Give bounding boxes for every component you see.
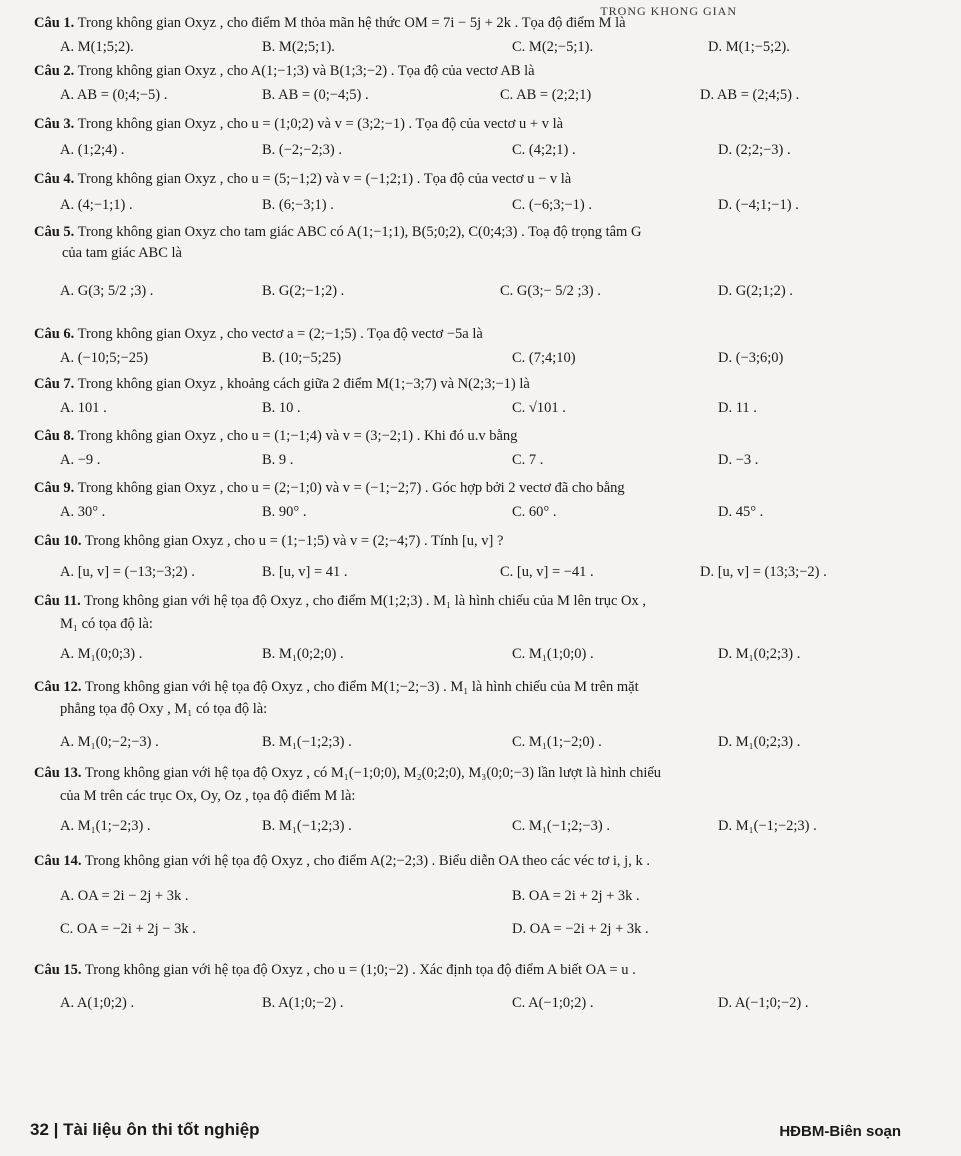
option-c: C. 60° .: [512, 504, 557, 520]
option-a: A. 30° .: [60, 504, 106, 520]
question-number: Câu 11.: [34, 593, 81, 609]
question-number: Câu 14.: [34, 853, 82, 869]
option-d: D. (−3;6;0): [718, 350, 784, 366]
question-number: Câu 8.: [34, 428, 75, 444]
page-footer-author: HĐBM-Biên soạn: [779, 1123, 901, 1140]
question-text: Trong không gian với hệ tọa độ Oxyz , cho điểm A(2;−2;3) . Biểu diễn OA theo các véc tơ i, j, k .: [84, 853, 650, 869]
option-d: D. OA = −2i + 2j + 3k .: [512, 921, 649, 937]
question-12: [34, 678, 639, 696]
option-b: B. 9 .: [262, 452, 294, 468]
question-text-line2: của tam giác ABC là: [62, 245, 182, 261]
option-a: A. 101 .: [60, 400, 107, 416]
question-text: Trong không gian với hệ tọa độ Oxyz , cho u = (1;0;−2) . Xác định tọa độ điểm A biết OA = u .: [84, 962, 636, 978]
option-b: B. M(2;5;1).: [262, 39, 335, 55]
option-d: D. 11 .: [718, 400, 757, 416]
question-6: [34, 325, 483, 343]
question-text: Trong không gian Oxyz , cho u = (1;−1;5) và v = (2;−4;7) . Tính [u, v] ?: [84, 533, 504, 549]
question-13: [34, 764, 661, 782]
option-a: A. M(1;5;2).: [60, 39, 134, 55]
option-d: D. A(−1;0;−2) .: [718, 995, 809, 1011]
option-a: A. (4;−1;1) .: [60, 197, 133, 213]
option-c: C. OA = −2i + 2j − 3k .: [60, 921, 196, 937]
question-text: Trong không gian Oxyz cho tam giác ABC có A(1;−1;1), B(5;0;2), C(0;4;3) . Toạ độ trọng tâm G: [77, 224, 642, 240]
question-7: [34, 375, 530, 393]
question-text: Trong không gian Oxyz , cho u = (5;−1;2) và v = (−1;2;1) . Tọa độ của vectơ u − v là: [77, 171, 572, 187]
question-text-line2: M₁ có tọa độ là:: [60, 616, 153, 632]
option-a: A. M₁(1;−2;3) .: [60, 818, 151, 834]
question-text: Trong không gian Oxyz , cho u = (1;0;2) và v = (3;2;−1) . Tọa độ của vectơ u + v là: [77, 116, 564, 132]
option-a: A. OA = 2i − 2j + 3k .: [60, 888, 189, 904]
question-number: Câu 7.: [34, 376, 75, 392]
option-b: B. M₁(0;2;0) .: [262, 646, 344, 662]
option-b: B. M₁(−1;2;3) .: [262, 818, 352, 834]
question-number: Câu 15.: [34, 962, 82, 978]
page-footer-title: 32 | Tài liệu ôn thi tốt nghiệp: [30, 1120, 260, 1139]
question-text: Trong không gian Oxyz , cho A(1;−1;3) và B(1;3;−2) . Tọa độ của vectơ AB là: [77, 63, 535, 79]
option-b: B. 10 .: [262, 400, 301, 416]
question-text: Trong không gian Oxyz , cho u = (1;−1;4) và v = (3;−2;1) . Khi đó u.v bằng: [77, 428, 518, 444]
option-c: C. M₁(1;0;0) .: [512, 646, 594, 662]
question-11: [34, 592, 646, 610]
question-text: Trong không gian Oxyz , cho điểm M thỏa mãn hệ thức OM = 7i − 5j + 2k . Tọa độ điểm M là: [77, 15, 626, 31]
option-a: A. G(3; 5/2 ;3) .: [60, 283, 154, 299]
option-d: D. M₁(−1;−2;3) .: [718, 818, 817, 834]
question-text: Trong không gian với hệ tọa độ Oxyz , có M₁(−1;0;0), M₂(0;2;0), M₃(0;0;−3) lần lượt là hình chiếu: [84, 765, 662, 781]
question-text-line2: của M trên các trục Ox, Oy, Oz , tọa độ điểm M là:: [60, 788, 356, 804]
option-c: C. (7;4;10): [512, 350, 576, 366]
option-a: A. (1;2;4) .: [60, 142, 125, 158]
question-2: [34, 62, 535, 80]
option-c: C. [u, v] = −41 .: [500, 564, 594, 580]
option-c: C. √101 .: [512, 400, 566, 416]
option-d: D. M₁(0;2;3) .: [718, 734, 801, 750]
option-d: D. (−4;1;−1) .: [718, 197, 799, 213]
option-b: B. [u, v] = 41 .: [262, 564, 348, 580]
option-b: B. (10;−5;25): [262, 350, 342, 366]
question-number: Câu 10.: [34, 533, 82, 549]
option-c: C. M(2;−5;1).: [512, 39, 594, 55]
question-3: [34, 115, 563, 133]
question-number: Câu 6.: [34, 326, 75, 342]
option-c: C. 7 .: [512, 452, 544, 468]
option-a: A. (−10;5;−25): [60, 350, 149, 366]
option-d: D. G(2;1;2) .: [718, 283, 793, 299]
question-text: Trong không gian Oxyz , cho u = (2;−1;0) và v = (−1;−2;7) . Góc hợp bởi 2 vectơ đã cho bằng: [77, 480, 625, 496]
question-9: [34, 479, 625, 497]
question-text: Trong không gian với hệ tọa độ Oxyz , cho điểm M(1;2;3) . M₁ là hình chiếu của M lên trục Ox ,: [84, 593, 647, 609]
option-b: B. OA = 2i + 2j + 3k .: [512, 888, 640, 904]
question-number: Câu 9.: [34, 480, 75, 496]
option-a: A. −9 .: [60, 452, 101, 468]
option-c: C. G(3;− 5/2 ;3) .: [500, 283, 601, 299]
option-b: B. AB = (0;−4;5) .: [262, 87, 369, 103]
option-b: B. A(1;0;−2) .: [262, 995, 344, 1011]
option-d: D. 45° .: [718, 504, 764, 520]
option-a: A. A(1;0;2) .: [60, 995, 135, 1011]
question-number: Câu 4.: [34, 171, 75, 187]
question-14: [34, 852, 650, 870]
option-b: B. M₁(−1;2;3) .: [262, 734, 352, 750]
question-text: Trong không gian Oxyz , khoảng cách giữa 2 điểm M(1;−3;7) và N(2;3;−1) là: [77, 376, 530, 392]
option-d: D. [u, v] = (13;3;−2) .: [700, 564, 827, 580]
question-text-line2: phẳng tọa độ Oxy , M₁ có tọa độ là:: [60, 701, 268, 717]
question-8: [34, 427, 517, 445]
option-c: C. (−6;3;−1) .: [512, 197, 592, 213]
option-d: D. AB = (2;4;5) .: [700, 87, 800, 103]
option-d: D. −3 .: [718, 452, 759, 468]
option-c: C. AB = (2;2;1): [500, 87, 592, 103]
option-c: C. M₁(−1;2;−3) .: [512, 818, 610, 834]
option-d: D. (2;2;−3) .: [718, 142, 791, 158]
question-number: Câu 1.: [34, 15, 75, 31]
question-number: Câu 12.: [34, 679, 82, 695]
option-a: A. [u, v] = (−13;−3;2) .: [60, 564, 195, 580]
question-number: Câu 13.: [34, 765, 82, 781]
option-c: C. (4;2;1) .: [512, 142, 576, 158]
option-d: D. M₁(0;2;3) .: [718, 646, 801, 662]
section-header: TRONG KHONG GIAN: [600, 4, 737, 18]
option-d: D. M(1;−5;2).: [708, 39, 790, 55]
option-a: A. AB = (0;4;−5) .: [60, 87, 168, 103]
option-b: B. G(2;−1;2) .: [262, 283, 345, 299]
question-15: [34, 961, 636, 979]
option-a: A. M₁(0;0;3) .: [60, 646, 143, 662]
question-number: Câu 5.: [34, 224, 75, 240]
option-c: C. A(−1;0;2) .: [512, 995, 594, 1011]
question-text: Trong không gian với hệ tọa độ Oxyz , cho điểm M(1;−2;−3) . M₁ là hình chiếu của M trên mặt: [84, 679, 639, 695]
question-4: [34, 170, 571, 188]
question-number: Câu 2.: [34, 63, 75, 79]
option-b: B. (−2;−2;3) .: [262, 142, 342, 158]
question-5: [34, 223, 641, 241]
question-1: [34, 14, 626, 32]
question-number: Câu 3.: [34, 116, 75, 132]
option-a: A. M₁(0;−2;−3) .: [60, 734, 159, 750]
option-b: B. 90° .: [262, 504, 307, 520]
question-text: Trong không gian Oxyz , cho vectơ a = (2;−1;5) . Tọa độ vectơ −5a là: [77, 326, 483, 342]
option-b: B. (6;−3;1) .: [262, 197, 334, 213]
option-c: C. M₁(1;−2;0) .: [512, 734, 602, 750]
question-10: [34, 532, 503, 550]
